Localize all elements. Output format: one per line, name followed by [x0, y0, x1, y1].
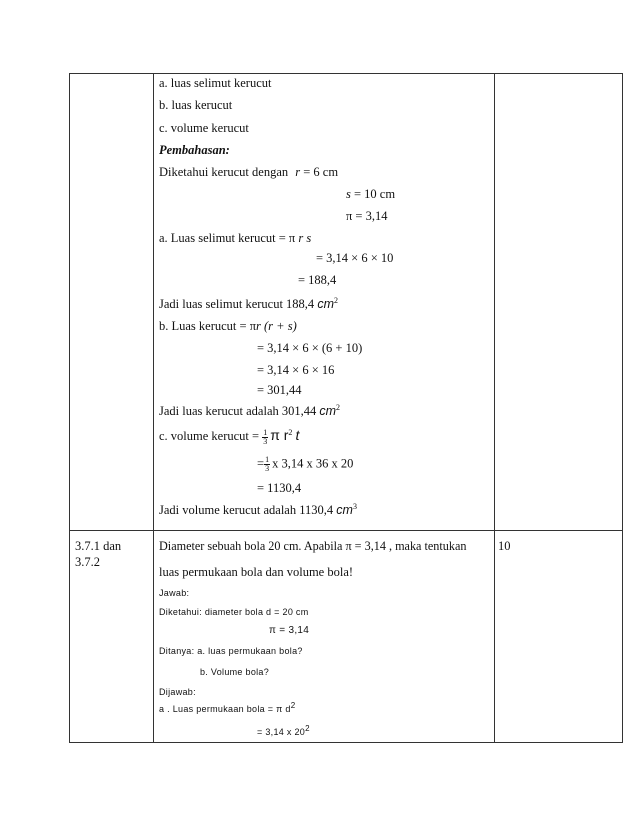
c-unit-exponent: 3 [352, 501, 357, 511]
column-divider-1 [153, 73, 154, 743]
a-unit: cm [317, 297, 334, 311]
b-step-3: = 301,44 [257, 383, 302, 397]
pi-line: π = 3,14 [346, 209, 388, 223]
c-fraction-denominator: 3 [263, 436, 268, 446]
item-a-luas-selimut: a. luas selimut kerucut [159, 76, 272, 90]
diketahui-line [159, 165, 338, 179]
c-step-fraction-numerator: 1 [265, 455, 270, 464]
luas-permukaan-text: a . Luas permukaan bola = π d [159, 704, 291, 714]
pi-value: π = 3,14 [269, 625, 310, 636]
b-luas-vars: r (r + s) [256, 319, 297, 333]
b-unit-exponent: 2 [336, 402, 341, 412]
ditanya-a: Ditanya: a. luas permukaan bola? [159, 646, 303, 656]
s-value: = 10 cm [354, 187, 396, 201]
c-vol-label: c. volume kerucut = [159, 429, 260, 443]
column-divider-2 [494, 73, 495, 743]
c-formula-t: t [295, 427, 300, 443]
a-luas-formula [159, 231, 311, 245]
c-step-1 [257, 456, 353, 473]
b-conclusion-text: Jadi luas kerucut adalah 301,44 [159, 404, 317, 418]
score-value: 10 [498, 539, 511, 553]
a-conclusion [159, 297, 338, 311]
c-step-fraction [264, 456, 270, 473]
a-unit-exponent: 2 [333, 295, 338, 305]
b-unit: cm [319, 404, 337, 418]
b-step-1: = 3,14 × 6 × (6 + 10) [257, 341, 363, 355]
r-value: = 6 cm [303, 165, 339, 179]
table-border-right [622, 73, 623, 743]
a-conclusion-text: Jadi luas selimut kerucut 188,4 [159, 297, 315, 311]
a-luas-vars: r s [298, 231, 312, 245]
s-line [346, 187, 395, 201]
question-line1: Diameter sebuah bola 20 cm. Apabila π = 3,14 , maka tentukan [159, 539, 467, 553]
a-step-2: = 188,4 [298, 273, 337, 287]
item-c-volume-kerucut: c. volume kerucut [159, 121, 249, 135]
pembahasan-heading: Pembahasan: [159, 143, 230, 157]
a-luas-label: a. Luas selimut kerucut = π [159, 231, 296, 245]
table [69, 73, 623, 743]
c-vol-formula [159, 428, 299, 446]
c-step-1-value: x 3,14 x 36 x 20 [272, 456, 354, 471]
luas-permukaan-exponent: 2 [290, 701, 296, 710]
luas-permukaan-step-text: = 3,14 x 20 [257, 727, 306, 737]
c-step-1-eq: = [257, 456, 265, 471]
b-luas-formula [159, 319, 297, 333]
c-fraction [262, 429, 268, 446]
r-symbol: r [295, 165, 301, 179]
b-conclusion [159, 404, 340, 418]
c-conclusion [159, 503, 357, 517]
table-border-left [69, 73, 70, 743]
luas-permukaan-step-exponent: 2 [305, 724, 310, 733]
item-b-luas-kerucut: b. luas kerucut [159, 98, 233, 112]
ditanya-b: b. Volume bola? [200, 667, 270, 677]
b-luas-label: b. Luas kerucut = π [159, 319, 257, 333]
luas-permukaan-formula [159, 702, 296, 716]
c-conclusion-text: Jadi volume kerucut adalah 1130,4 [159, 503, 334, 517]
dijawab-label: Dijawab: [159, 687, 196, 697]
luas-permukaan-step [257, 725, 310, 739]
c-formula: π r [270, 427, 289, 443]
c-step-2: = 1130,4 [257, 481, 302, 495]
c-fraction-numerator: 1 [263, 427, 268, 437]
s-symbol: s [346, 187, 351, 201]
indicator-code-line1: 3.7.1 dan [75, 539, 122, 553]
c-step-fraction-denominator: 3 [265, 464, 270, 473]
row-divider [69, 530, 623, 531]
question-line2: luas permukaan bola dan volume bola! [159, 565, 354, 579]
diketahui-diameter: Diketahui: diameter bola d = 20 cm [159, 607, 309, 617]
b-step-2: = 3,14 × 6 × 16 [257, 363, 335, 377]
diketahui-label: Diketahui kerucut dengan [159, 165, 289, 179]
indicator-code-line2: 3.7.2 [75, 555, 100, 569]
c-formula-exponent: 2 [288, 427, 293, 437]
jawab-label: Jawab: [159, 588, 190, 598]
a-step-1: = 3,14 × 6 × 10 [316, 251, 394, 265]
c-unit: cm [336, 503, 353, 517]
